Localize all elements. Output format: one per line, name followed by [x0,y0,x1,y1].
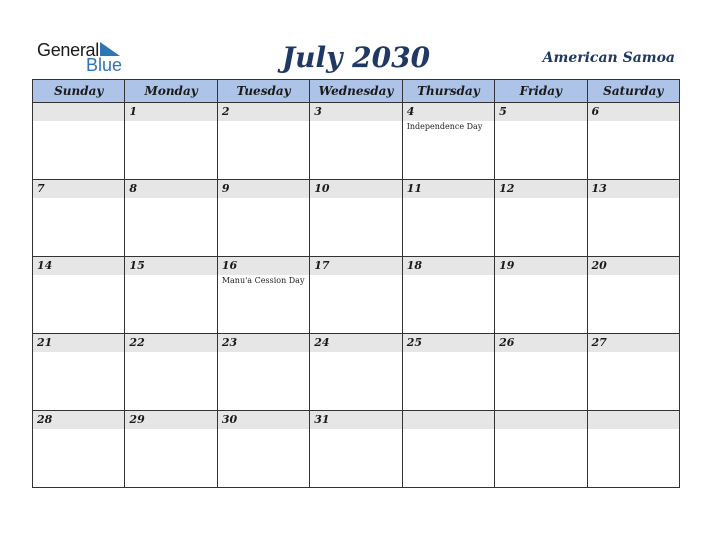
weekday-header: Wednesday [310,80,402,103]
day-number: 8 [125,180,216,198]
day-number: 7 [33,180,124,198]
day-cell [495,334,587,411]
day-cell [33,334,125,411]
weekday-header: Monday [125,80,217,103]
day-number [33,103,124,121]
day-number: 26 [495,334,586,352]
day-number: 1 [125,103,216,121]
day-cell [402,411,494,488]
day-cell [217,334,309,411]
day-cell [125,103,217,180]
day-cell [217,180,309,257]
day-number: 17 [310,257,401,275]
day-number: 12 [495,180,586,198]
day-number: 13 [588,180,679,198]
day-number: 2 [218,103,309,121]
day-cell [310,257,402,334]
day-number: 18 [403,257,494,275]
weekday-header: Sunday [33,80,125,103]
day-number: 30 [218,411,309,429]
day-number: 19 [495,257,586,275]
day-number [403,411,494,429]
day-number: 29 [125,411,216,429]
day-number [588,411,679,429]
day-cell [217,103,309,180]
logo-general-text: General [37,40,99,60]
day-number: 20 [588,257,679,275]
day-cell [587,103,679,180]
week-row [33,103,680,180]
day-cell [495,180,587,257]
weekday-header: Tuesday [217,80,309,103]
day-number: 22 [125,334,216,352]
weekday-header-row [33,80,680,103]
day-cell [33,180,125,257]
day-number: 28 [33,411,124,429]
week-row [33,257,680,334]
day-number: 3 [310,103,401,121]
calendar-grid [32,79,680,488]
day-cell [33,103,125,180]
day-number: 6 [588,103,679,121]
day-cell [310,103,402,180]
day-cell [310,180,402,257]
week-row [33,334,680,411]
day-number: 11 [403,180,494,198]
day-cell [217,411,309,488]
page-title: July 2030 [281,41,431,74]
day-cell [402,180,494,257]
logo-blue-text: Blue [86,55,123,75]
day-number: 21 [33,334,124,352]
day-cell [33,411,125,488]
week-row [33,411,680,488]
country-name: American Samoa [542,50,675,66]
day-cell [125,180,217,257]
holiday-label: Manu'a Cession Day [221,276,305,285]
day-number: 23 [218,334,309,352]
day-cell [587,180,679,257]
day-cell [402,103,494,180]
day-cell [495,257,587,334]
day-number: 4 [403,103,494,121]
day-number: 16 [218,257,309,275]
day-cell [33,257,125,334]
weekday-header: Thursday [402,80,494,103]
calendar-body [33,103,680,488]
day-cell [217,257,309,334]
day-cell [402,257,494,334]
day-cell [310,411,402,488]
day-number: 9 [218,180,309,198]
day-cell [495,103,587,180]
weekday-header: Saturday [587,80,679,103]
day-number [495,411,586,429]
day-cell [402,334,494,411]
week-row [33,180,680,257]
weekday-header: Friday [495,80,587,103]
day-cell [310,334,402,411]
day-cell [495,411,587,488]
day-number: 25 [403,334,494,352]
day-number: 5 [495,103,586,121]
holiday-label: Independence Day [406,122,483,131]
day-number: 27 [588,334,679,352]
day-cell [125,334,217,411]
day-number: 15 [125,257,216,275]
day-number: 10 [310,180,401,198]
day-number: 14 [33,257,124,275]
day-number: 24 [310,334,401,352]
day-cell [587,411,679,488]
day-cell [125,257,217,334]
day-cell [587,257,679,334]
day-number: 31 [310,411,401,429]
day-cell [587,334,679,411]
day-cell [125,411,217,488]
